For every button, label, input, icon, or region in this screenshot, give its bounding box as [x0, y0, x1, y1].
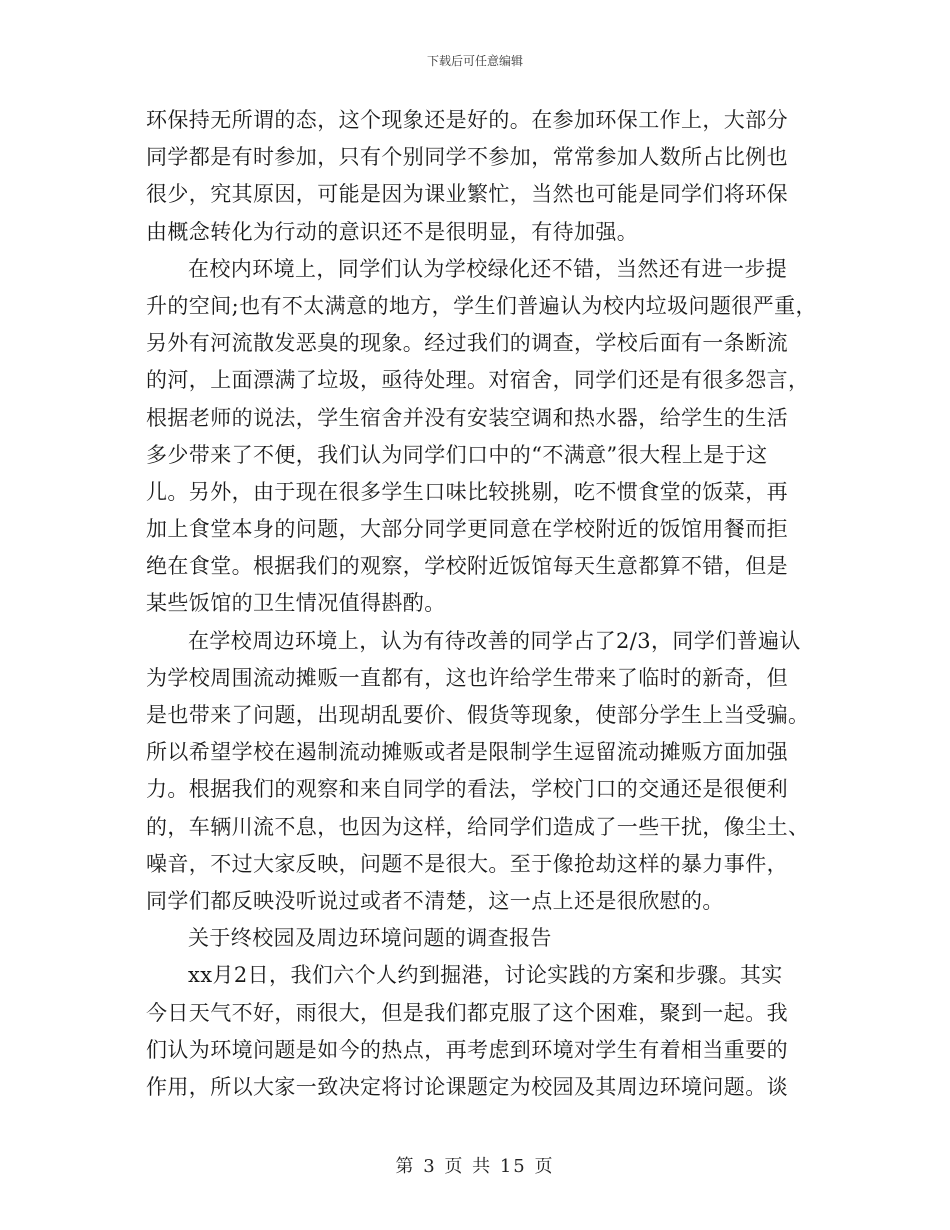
text-line: 绝在食堂。根据我们的观察，学校附近饭馆每天生意都算不错，但是 — [146, 554, 788, 579]
text-line: 同学都是有时参加，只有个别同学不参加，常常参加人数所占比例也 — [146, 145, 788, 170]
page-header: 下载后可任意编辑 — [426, 54, 523, 68]
text-line: 很少，究其原因，可能是因为课业繁忙，当然也可能是同学们将环保 — [146, 182, 788, 207]
text-line: 在学校周边环境上，认为有待改善的同学占了2/3，同学们普遍认 — [188, 628, 801, 653]
text-line: 同学们都反映没听说过或者不清楚，这一点上还是很欣慰的。 — [146, 888, 724, 913]
text-line: 多少带来了不便，我们认为同学们口中的“不满意”很大程上是于这 — [146, 442, 768, 467]
page-number: 第 3 页 共 15 页 — [395, 1156, 555, 1177]
text-line: 噪音，不过大家反映，问题不是很大。至于像抢劫这样的暴力事件， — [146, 851, 788, 876]
document-body — [146, 102, 826, 1106]
text-line: 作用，所以大家一致决定将讨论课题定为校园及其周边环境问题。谈 — [146, 1074, 788, 1099]
text-line: 是也带来了问题，出现胡乱要价、假货等现象，使部分学生上当受骗。 — [146, 703, 810, 727]
text-line: 力。根据我们的观察和来自同学的看法，学校门口的交通还是很便利 — [146, 777, 788, 802]
text-line: 某些饭馆的卫生情况值得斟酌。 — [146, 591, 446, 616]
text-line: xx月2日，我们六个人约到掘港，讨论实践的方案和步骤。其实 — [188, 963, 783, 988]
text-line: 为学校周围流动摊贩一直都有，这也许给学生带来了临时的新奇，但 — [146, 665, 788, 690]
text-line: 由概念转化为行动的意识还不是很明显，有待加强。 — [146, 219, 639, 244]
text-line: 儿。另外，由于现在很多学生口味比较挑剔，吃不惯食堂的饭菜，再 — [146, 479, 788, 504]
text-line: 的河，上面漂满了垃圾，亟待处理。对宿舍，同学们还是有很多怨言， — [146, 368, 810, 393]
text-line: 今日天气不好，雨很大，但是我们都克服了这个困难，聚到一起。我 — [146, 1000, 788, 1025]
text-line: 们认为环境问题是如今的热点，再考虑到环境对学生有着相当重要的 — [146, 1037, 788, 1062]
text-line: 另外有河流散发恶臭的现象。经过我们的调查，学校后面有一条断流 — [146, 331, 788, 356]
text-line: 根据老师的说法，学生宿舍并没有安装空调和热水器，给学生的生活 — [146, 405, 788, 430]
text-line: 的，车辆川流不息，也因为这样，给同学们造成了一些干扰，像尘土、 — [146, 814, 810, 839]
text-line: 环保持无所谓的态，这个现象还是好的。在参加环保工作上，大部分 — [146, 108, 788, 132]
text-line: 关于终校园及周边环境问题的调查报告 — [188, 926, 552, 951]
text-line: 加上食堂本身的问题，大部分同学更同意在学校附近的饭馆用餐而拒 — [146, 517, 788, 542]
text-line: 在校内环境上，同学们认为学校绿化还不错，当然还有进一步提 — [188, 256, 788, 281]
text-line: 所以希望学校在遏制流动摊贩或者是限制学生逗留流动摊贩方面加强 — [146, 740, 788, 765]
text-line: 升的空间;也有不太满意的地方，学生们普遍认为校内垃圾问题很严重， — [146, 293, 817, 318]
